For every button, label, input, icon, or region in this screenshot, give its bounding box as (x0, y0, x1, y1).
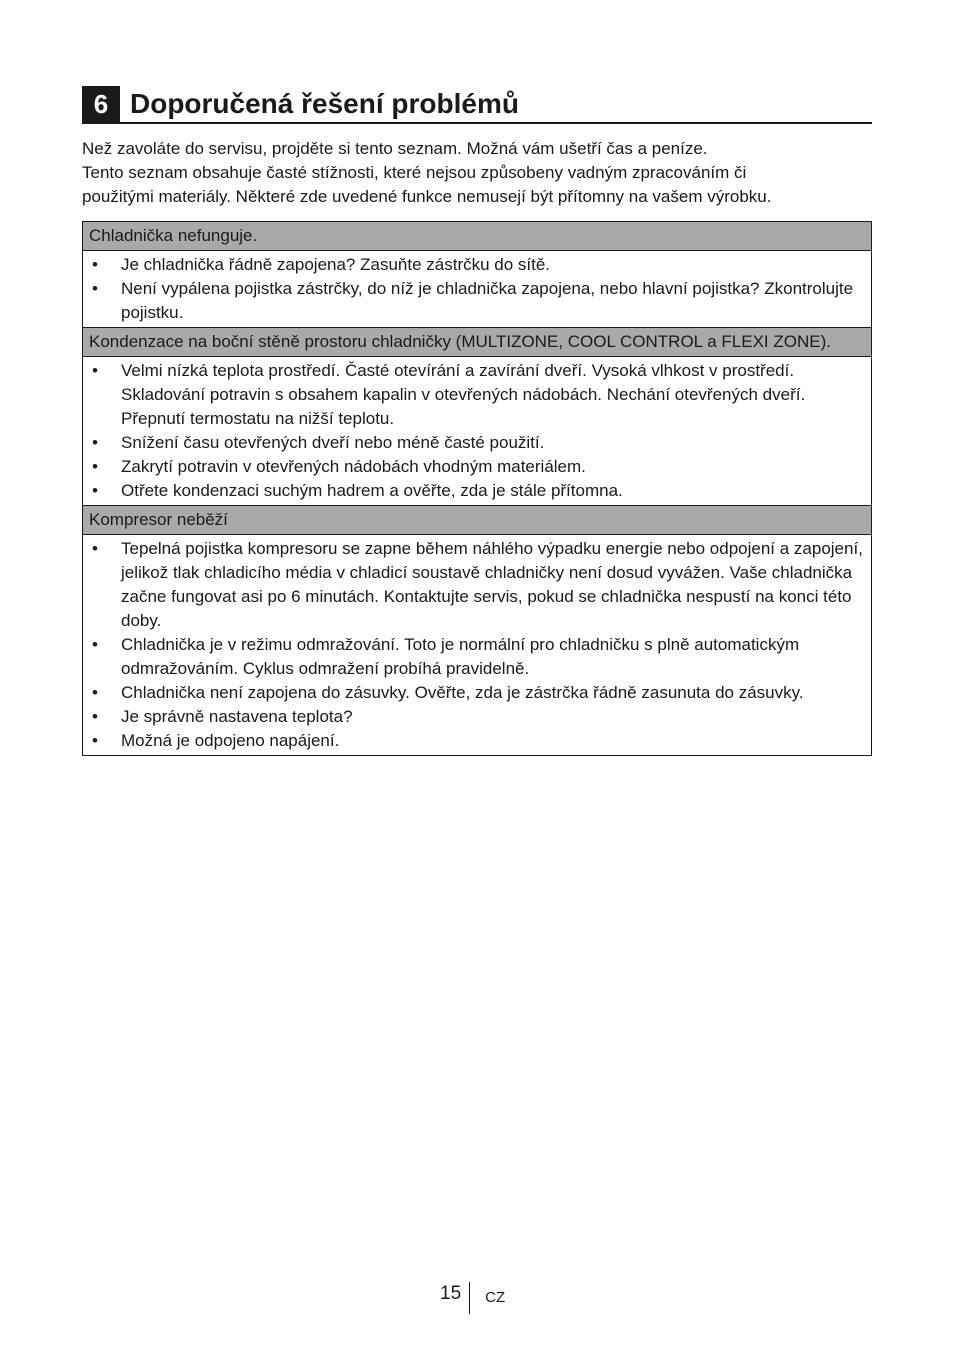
section-heading (82, 84, 872, 124)
page-number: 15 (440, 1282, 470, 1314)
list-item (89, 359, 867, 431)
bullet-icon: • (92, 361, 98, 380)
list-item (89, 729, 867, 753)
bullet-icon: • (92, 481, 98, 500)
list-item-text: Je správně nastavena teplota? (121, 707, 353, 726)
bullet-icon: • (92, 683, 98, 702)
bullet-icon: • (92, 707, 98, 726)
list-item-text: Chladnička je v režimu odmražování. Toto je normální pro chladničku s plně automatickým odmražováním. Cyklus odmražení probíhá pravidelně. (121, 635, 800, 678)
bullet-icon: • (92, 539, 98, 558)
list-item-text: Snížení času otevřených dveří nebo méně časté použití. (121, 433, 545, 452)
list-item-text: Zakrytí potravin v otevřených nádobách vhodným materiálem. (121, 457, 586, 476)
bullet-icon: • (92, 433, 98, 452)
solution-list (83, 535, 871, 755)
solution-list (83, 357, 871, 506)
list-item (89, 681, 867, 705)
bullet-icon: • (92, 255, 98, 274)
page-title: Doporučená řešení problémů (130, 88, 519, 119)
problem-header: Chladnička nefunguje. (83, 222, 871, 251)
list-item (89, 479, 867, 503)
bullet-icon: • (92, 731, 98, 750)
intro-text (82, 137, 882, 209)
list-item (89, 705, 867, 729)
troubleshooting-table (82, 221, 872, 756)
bullet-icon: • (92, 635, 98, 654)
list-item (89, 277, 867, 325)
page-footer (440, 1282, 505, 1314)
language-code: CZ (485, 1289, 506, 1306)
problem-header: Kondenzace na boční stěně prostoru chladničky (MULTIZONE, COOL CONTROL a FLEXI ZONE). (83, 328, 871, 357)
list-item (89, 455, 867, 479)
list-item-text: Chladnička není zapojena do zásuvky. Ověřte, zda je zástrčka řádně zasunuta do zásuvky. (121, 683, 804, 702)
list-item (89, 253, 867, 277)
list-item (89, 537, 867, 633)
list-item-text: Možná je odpojeno napájení. (121, 731, 340, 750)
problem-header: Kompresor neběží (83, 506, 871, 535)
intro-line: Tento seznam obsahuje časté stížnosti, které nejsou způsobeny vadným zpracováním či (82, 163, 747, 182)
intro-line: Než zavoláte do servisu, projděte si tento seznam. Možná vám ušetří čas a peníze. (82, 139, 708, 158)
list-item (89, 633, 867, 681)
list-item-text: Je chladnička řádně zapojena? Zasuňte zástrčku do sítě. (121, 255, 551, 274)
list-item-text: Otřete kondenzaci suchým hadrem a ověřte, zda je stále přítomna. (121, 481, 623, 500)
list-item-text: Tepelná pojistka kompresoru se zapne během náhlého výpadku energie nebo odpojení a zapojení, jelikož tlak chladicího média v chladicí soustavě chladničky není dosud vyvážen. Vaše chladnička začne fungovat asi po 6 minutách. Kontaktujte servis, pokud se chladnička nespustí na konci této doby. (121, 539, 863, 630)
solution-list (83, 251, 871, 328)
section-number: 6 (82, 86, 120, 122)
list-item (89, 431, 867, 455)
bullet-icon: • (92, 279, 98, 298)
list-item-text: Velmi nízká teplota prostředí. Časté otevírání a zavírání dveří. Vysoká vlhkost v prostředí. Skladování potravin s obsahem kapalin v otevřených nádobách. Nechání otevřených dveří. Přepnutí termostatu na nižší teplotu. (121, 361, 806, 428)
bullet-icon: • (92, 457, 98, 476)
intro-line: použitými materiály. Některé zde uvedené funkce nemusejí být přítomny na vašem výrobku. (82, 187, 772, 206)
list-item-text: Není vypálena pojistka zástrčky, do níž je chladnička zapojena, nebo hlavní pojistka? Zkontrolujte pojistku. (121, 279, 854, 322)
